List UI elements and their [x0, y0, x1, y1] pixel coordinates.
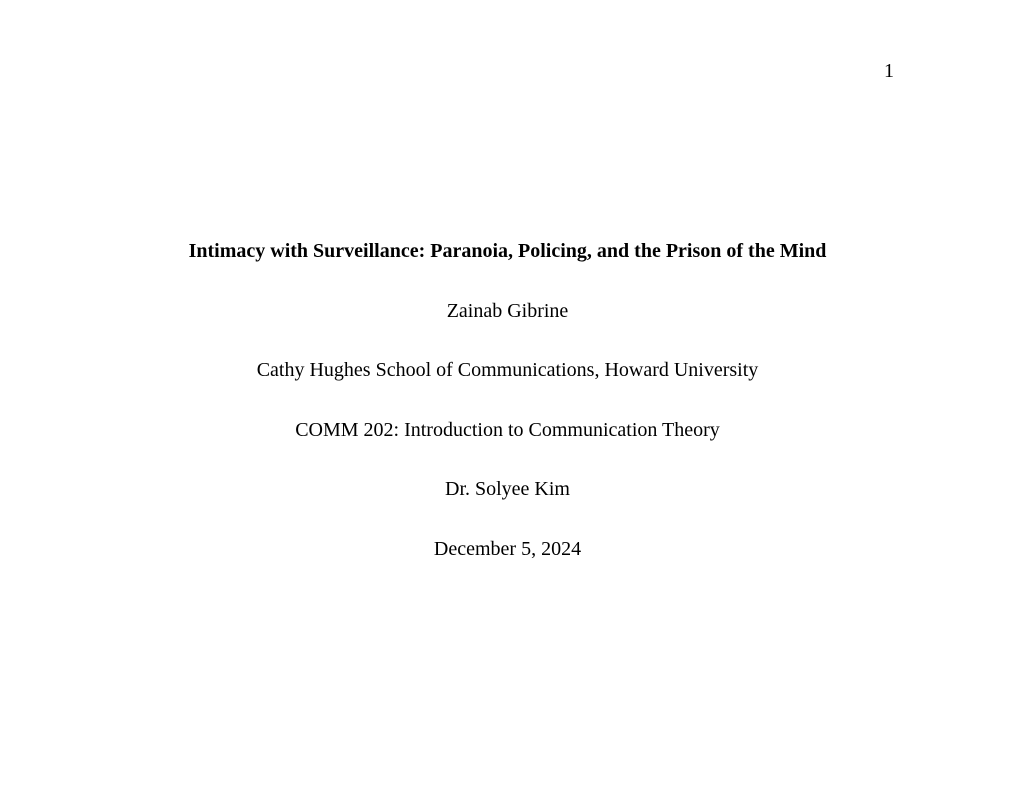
- spacer: [0, 441, 1015, 479]
- affiliation: Cathy Hughes School of Communications, Howard University: [256, 359, 759, 381]
- spacer: [0, 500, 1015, 538]
- instructor-name: Dr. Solyee Kim: [445, 478, 570, 500]
- submission-date: December 5, 2024: [433, 537, 582, 560]
- paper-title: Intimacy with Surveillance: Paranoia, Policing, and the Prison of the Mind: [188, 240, 827, 262]
- course-name: COMM 202: Introduction to Communication Theory: [295, 418, 720, 441]
- spacer: [0, 381, 1015, 419]
- title-page-block: [0, 240, 1015, 560]
- spacer: [0, 322, 1015, 360]
- author-name: Zainab Gibrine: [446, 299, 569, 322]
- page-number: 1: [884, 60, 894, 82]
- spacer: [0, 262, 1015, 300]
